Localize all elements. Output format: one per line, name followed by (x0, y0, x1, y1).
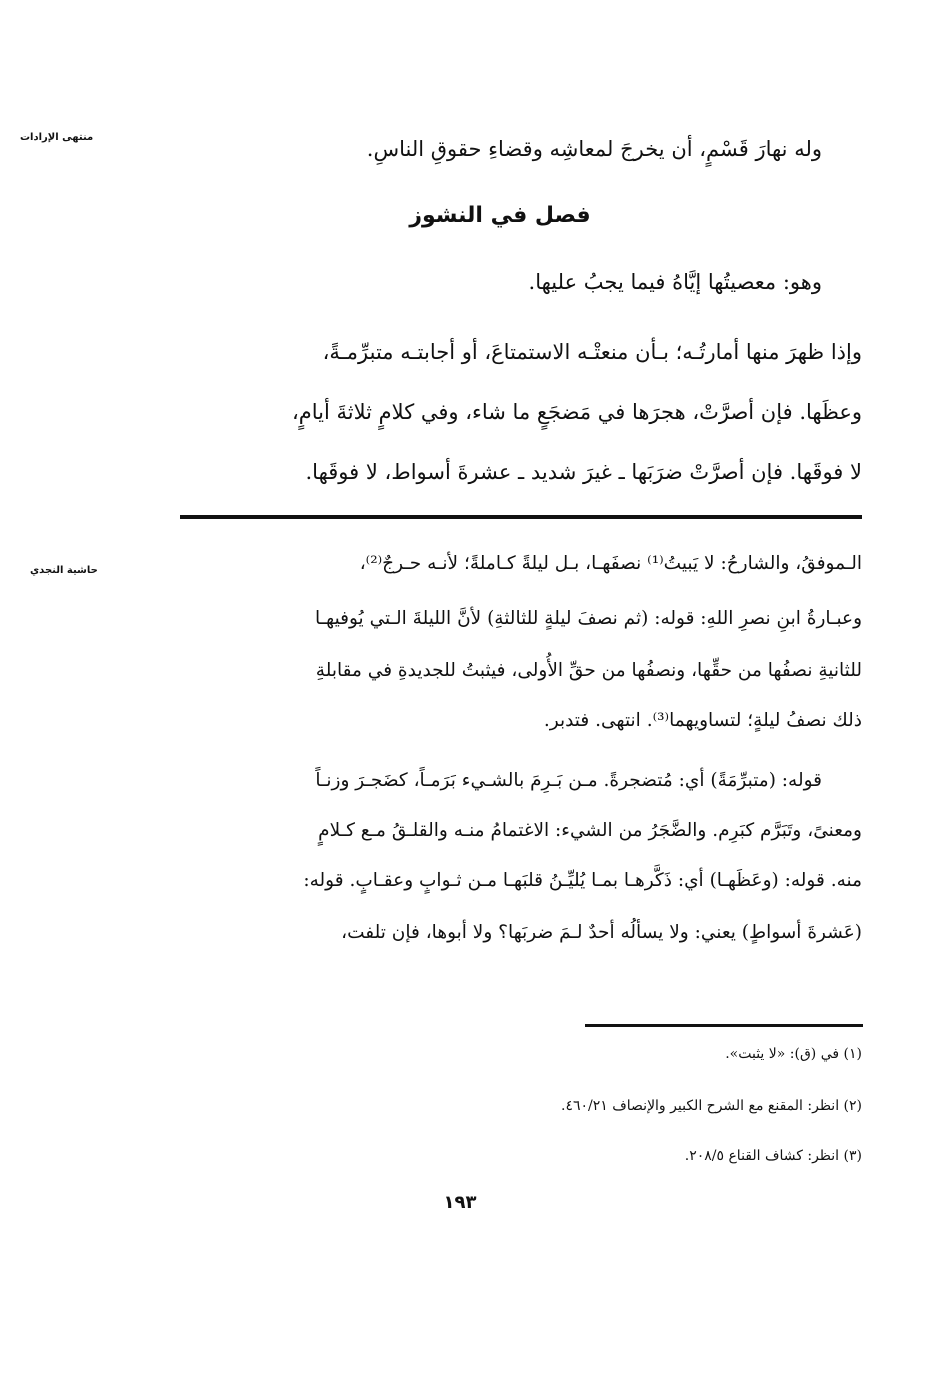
note-line-5: قوله: (متبرِّمَةً) أي: مُتضجرةً. مـن بَـرِمَ بالشـيء بَرَمـاً، كضَجـرَ وزنـاً (315, 770, 822, 791)
main-line-5: لا فوقَها. فإن أصرَّتْ ضرَبَها ـ غيرَ شديد ـ عشرةَ أسواط، لا فوقَها. (305, 460, 862, 484)
footnote-1: (١) في (ق): «لا يثبت». (725, 1046, 862, 1062)
note-line-8: (عَشرةَ أسواطٍ) يعني: ولا يسألُه أحدٌ لـمَ ضربَها؟ ولا أبوها، فإن تلفت، (341, 922, 862, 943)
footnote-2: (٢) انظر: المقنع مع الشرح الكبير والإنصاف ٤٦٠/٢١. (561, 1098, 862, 1114)
note-line-2: وعبـارةُ ابنِ نصرِ اللهِ: قوله: (ثم نصفَ ليلةٍ للثالثةِ) لأنَّ الليلةَ الـتي يُوفيهـا (314, 608, 862, 629)
main-line-2: وهو: معصيتُها إيَّاهُ فيما يجبُ عليها. (528, 270, 822, 294)
main-line-1: وله نهارَ قَسْمٍ، أن يخرجَ لمعاشِه وقضاءِ حقوقِ الناسِ. (366, 137, 822, 161)
note-line-6: ومعنىً، وتَبَرَّم كبَرِم. والضَّجَرُ من الشيء: الاغتمامُ منـه والقلـقُ مـع كـلامٍ (318, 820, 862, 841)
commentary-label: حاشية النجدي (30, 565, 98, 576)
section-heading: فصل في النشوز (409, 203, 591, 228)
note-line-3: للثانيةِ نصفُها من حقِّها، ونصفُها من حقِّ الأُولى، فيثبتُ للجديدةِ في مقابلةِ (315, 660, 862, 681)
running-header-label: منتهى الإرادات (20, 132, 94, 143)
main-line-4: وعظَها. فإن أصرَّتْ، هجرَها في مَضجَعٍ ما شاء، وفي كلامٍ ثلاثةَ أيامٍ، (291, 400, 862, 424)
page-number: ١٩٣ (443, 1192, 477, 1213)
footnote-3: (٣) انظر: كشاف القناع ٢٠٨/٥. (684, 1148, 862, 1164)
note-line-4: ذلك نصفُ ليلةٍ؛ لتساويهما⁽³⁾. انتهى. فتدبر. (543, 710, 862, 731)
section-divider (180, 515, 862, 519)
note-line-7: منه. قوله: (وعَظَهـا) أي: ذَكَّرهـا بمـا يُليِّـنُ قلبَهـا مـن ثـوابٍ وعقـابٍ. قوله: (303, 870, 862, 891)
note-line-1: الـموفقُ، والشارحُ: لا يَبيتُ⁽¹⁾ نصفَهـا، بـل ليلةً كـاملةً؛ لأنـه حـرجٌ⁽²⁾، (359, 553, 862, 574)
main-line-3: وإذا ظهرَ منها أمارتُـه؛ بـأن منعتْـه الاستمتاعَ، أو أجابتـه متبرِّمـةً، (322, 340, 862, 364)
footnote-divider (585, 1024, 863, 1027)
